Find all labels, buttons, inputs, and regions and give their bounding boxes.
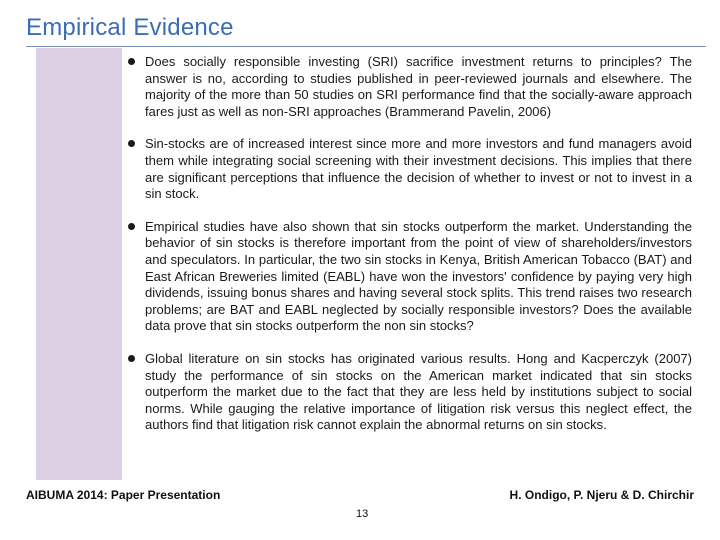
bullet-item: [126, 54, 692, 120]
bullet-item: [126, 219, 692, 335]
page-number: 13: [356, 508, 369, 520]
bullet-text: Empirical studies have also shown that sin stocks outperform the market. Understanding the behavior of sin stocks is therefore important from the point of view of shareholders/investors and speculators. In particular, the two sin stocks in Kenya, British American Tobacco (BAT) and East African Breweries limited (EABL) have won the investors' confidence by paying very high dividends, issuing bonus shares and having several stock splits. This trend raises two research problems; are BAT and EABL neglected by socially responsible investors? Does the available data prove that sin stocks outperform the non sin stocks?: [145, 218, 692, 334]
bullet-icon: [126, 54, 145, 70]
decorative-sidebar: [36, 48, 122, 480]
bullet-icon: [126, 136, 145, 152]
bullet-list: [126, 54, 692, 450]
bullet-text: Does socially responsible investing (SRI) sacrifice investment returns to principles? The answer is no, according to studies published in peer-reviewed journals and elsewhere. The majority of the more than 50 studies on SRI performance find that the socially-aware approach fares just as well as non-SRI approaches (Brammerand Pavelin, 2006): [145, 54, 692, 119]
bullet-item: [126, 351, 692, 434]
footer-authors: H. Ondigo, P. Njeru & D. Chirchir: [509, 488, 694, 502]
slide-title: Empirical Evidence: [26, 14, 234, 41]
bullet-text: Global literature on sin stocks has originated various results. Hong and Kacperczyk (2007) study the performance of sin stocks on the American market indicated that sin stocks outperform the market due to the fact that they are less held by institutions subject to social norms. While gauging the relative importance of litigation risk versus this neglect effect, the authors find that litigation risk cannot explain the abnormal returns on sin stocks.: [145, 350, 692, 433]
bullet-icon: [126, 219, 145, 235]
bullet-text: Sin-stocks are of increased interest since more and more investors and fund managers avoid them while integrating social screening with their investment decisions. This implies that there are significant perceptions that influence the decision of whether to invest or not to invest in a sin stock.: [145, 136, 692, 202]
bullet-item: [126, 136, 692, 202]
footer-conference: AIBUMA 2014: Paper Presentation: [26, 488, 221, 502]
bullet-icon: [126, 351, 145, 367]
title-divider: [26, 46, 706, 47]
